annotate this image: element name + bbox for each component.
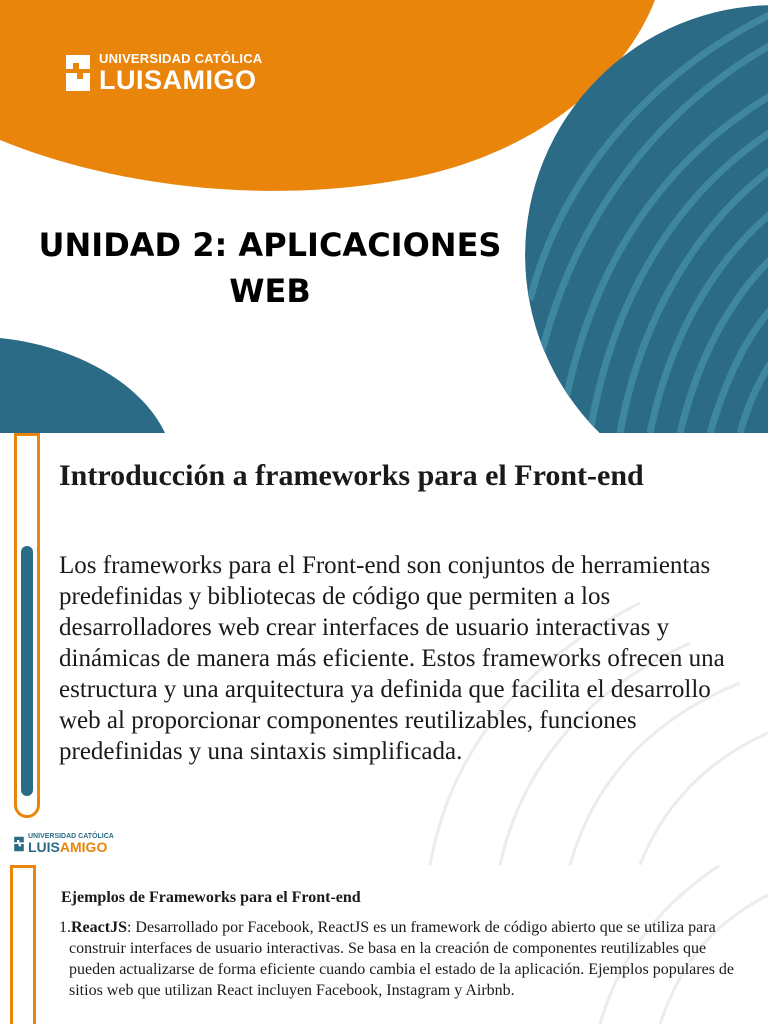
slide-title-line1: UNIDAD 2: APLICACIONES: [38, 226, 502, 264]
list-item-number: 1.: [59, 919, 71, 936]
logo-small-text-bottom: [28, 840, 114, 854]
logo-small-luis: LUIS: [28, 839, 60, 855]
list-item-text: : Desarrollado por Facebook, ReactJS es un framework de código abierto que se utiliza para construir interfaces de usuario interactivas. Se basa en la creación de componentes reutilizables que pueden actualizarse de forma eficiente cuando cambia el estado de la aplicación. Ejemplos populares de sitios web que utilizan React incluyen Facebook, Instagram y Airbnb.: [69, 919, 735, 999]
decorative-side-bar-3: [10, 865, 36, 1024]
decorative-side-bar: [14, 433, 40, 818]
examples-heading: Ejemplos de Frameworks para el Front-end: [61, 889, 361, 906]
university-logo: [63, 52, 262, 94]
slide-title: [20, 222, 520, 314]
section-paragraph: Los frameworks para el Front-end son conjuntos de herramientas predefinidas y bibliotecas de código que permiten a los desarrolladores web crear interfaces de usuario interactivas y dinámicas de manera más eficiente. Estos frameworks ofrecen una estructura y una arquitectura ya definida que facilita el desarrollo web al proporcionar componentes reutilizables, funciones predefinidas y una sintaxis simplificada.: [59, 552, 725, 765]
logo-mark-small-icon: [13, 835, 25, 853]
list-item: [59, 917, 739, 1001]
examples-list: [59, 917, 739, 1001]
logo-small-text-top: UNIVERSIDAD CATÓLICA: [28, 833, 114, 840]
teal-corner-shape: [0, 338, 165, 433]
university-logo-small: [13, 833, 114, 854]
logo-text-top: UNIVERSIDAD CATÓLICA: [99, 51, 263, 66]
logo-text-bottom: LUISAMIGO: [99, 65, 257, 95]
slide-title-line2: WEB: [229, 272, 311, 310]
examples-slide: [0, 865, 768, 1024]
logo-small-amigo: AMIGO: [59, 839, 108, 855]
section-heading: Introducción a frameworks para el Front-end: [59, 459, 644, 492]
list-item-name: ReactJS: [71, 919, 127, 936]
side-bar-accent: [21, 546, 33, 796]
title-slide: [0, 0, 768, 433]
intro-slide: [0, 433, 768, 865]
logo-mark-icon: [63, 53, 93, 93]
